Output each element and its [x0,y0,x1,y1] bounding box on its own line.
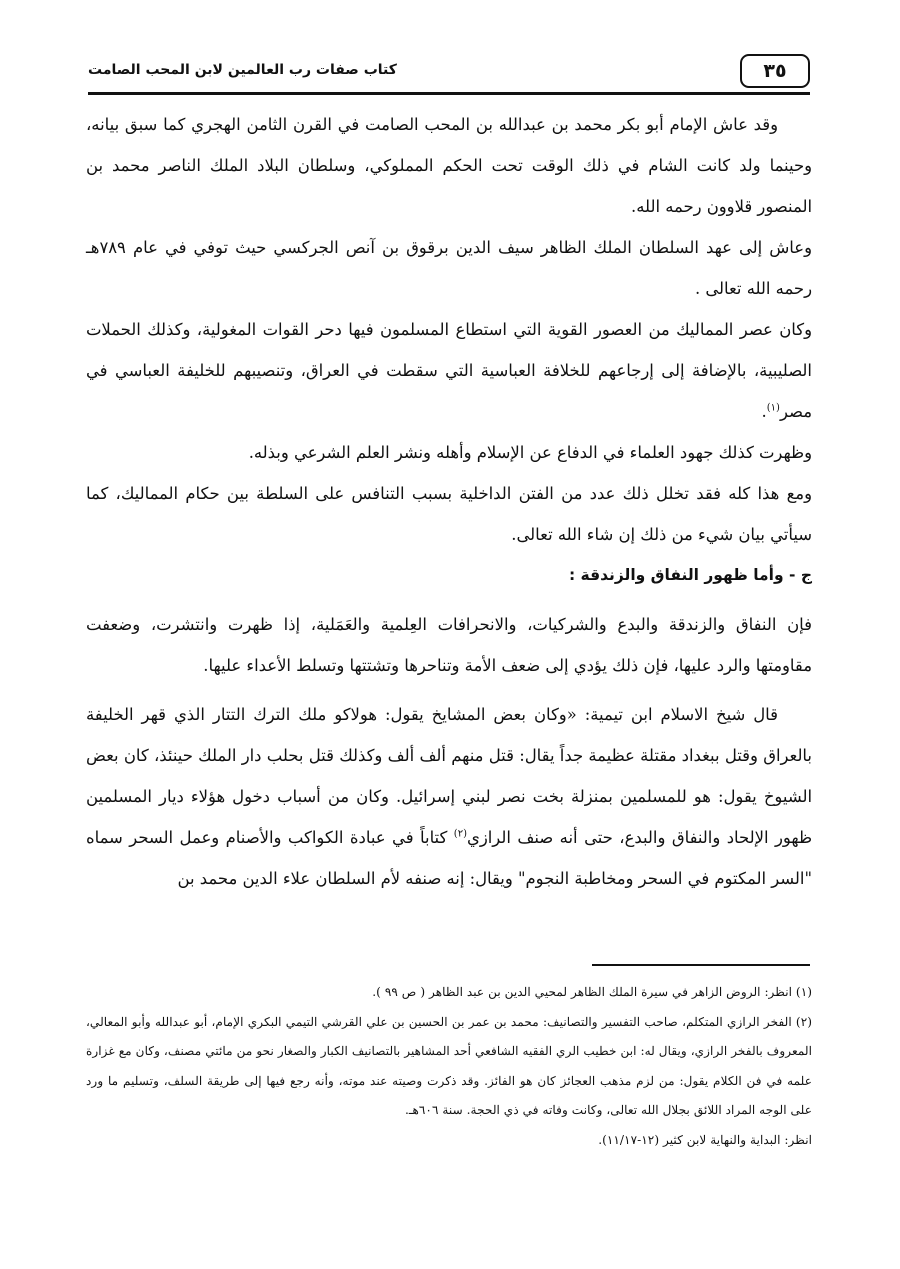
paragraph-mamluk-text: وكان عصر المماليك من العصور القوية التي استطاع المسلمون فيها دحر القوات المغولية، وكذلك الحملات الصليبية، بالإضافة إلى إرجاعهم للخلافة العباسية التي سقطت في العراق، وتنصيبهم للخليفة العباسي في مصر [86,320,812,421]
page-number: ٣٥ [740,54,810,88]
footnote-2-source: انظر: البداية والنهاية لابن كثير (١٢-١١/١٧). [598,1132,812,1147]
main-text [86,104,812,899]
section-heading: ج - وأما ظهور النفاق والزندقة : [568,566,812,584]
footnotes [86,978,812,1155]
footnote-ref-1[interactable]: (١) [766,402,780,414]
quote-text-start: قال شيخ الاسلام ابن تيمية: «وكان بعض المشايخ يقول: هولاكو ملك الترك التتار الذي قهر الخليفة بالعراق وقتل ببغداد مقتلة عظيمة جداً يقال: قتل منهم ألف ألف وكذلك قتل بحلب دار الملك حينئذ، كان بعض الشيوخ يقول: هو للمسلمين بمنزلة بخت نصر لبني إسرائيل. وكان من أسباب دخول هؤلاء ديار المسلمين ظهور الإلحاد والنفاق والبدع، حتى أنه صنف الرازي [86,705,812,847]
paragraph-scholars: وظهرت كذلك جهود العلماء في الدفاع عن الإسلام وأهله ونشر العلم الشرعي وبذله. [248,443,812,462]
paragraph-hypocrisy: فإن النفاق والزندقة والبدع والشركيات، والانحرافات العِلمية والعَمَلية، إذا ظهرت وانتشرت، وضعفت مقاومتها والرد عليها، فإن ذلك يؤدي إلى ضعف الأمة وتناحرها وتشتتها وتسلط الأعداء عليها. [86,615,812,675]
paragraph-strife: ومع هذا كله فقد تخلل ذلك عدد من الفتن الداخلية بسبب التنافس على السلطة بين حكام المماليك، كما سيأتي بيان شيء من ذلك إن شاء الله تعالى. [86,484,812,544]
footnote-2: (٢) الفخر الرازي المتكلم، صاحب التفسير والتصانيف: محمد بن عمر بن الحسين بن علي القرشي التيمي البكري الإمام، أبو عبدالله وأبو المعالي، المعروف بالفخر الرازي، ويقال له: ابن خطيب الري الفقيه الشافعي أحد المشاهير بالتصانيف الكبار والصغار نحو من مائتي مصنف، وكان مع غزارة علمه في فن الكلام يقول: من لزم مذهب العجائز كان هو الفائز. وقد ذكرت وصيته عند موته، وأنه رجع فيها إلى طريقة السلف، وتسليم ما ورد على الوجه المراد اللائق بجلال الله تعالى، وكانت وفاته في ذي الحجة. سنة ٦٠٦هـ. [86,1014,812,1117]
page-header [88,52,810,92]
book-title: كتاب صفات رب العالمين لابن المحب الصامت [88,62,397,78]
paragraph-birth-era: وقد عاش الإمام أبو بكر محمد بن عبدالله بن المحب الصامت في القرن الثامن الهجري كما سبق بيانه، وحينما ولد كانت الشام في ذلك الوقت تحت الحكم المملوكي، وسلطان البلاد الملك الناصر محمد بن المنصور قلاوون رحمه الله. [86,115,812,216]
paragraph-ibn-taymiyya-quote [86,694,812,899]
paragraph-death: وعاش إلى عهد السلطان الملك الظاهر سيف الدين برقوق بن آنص الجركسي حيث توفي في عام ٧٨٩هـ رحمه الله تعالى . [86,238,812,298]
paragraph-mamluk-era [86,309,812,432]
footnote-1: (١) انظر: الروض الزاهر في سيرة الملك الظاهر لمحيي الدين بن عبد الظاهر ( ص ٩٩ ). [372,985,812,999]
paragraph-mamluk-end: . [761,402,767,421]
footnote-ref-2[interactable]: (٢) [453,828,467,840]
footnote-separator [592,964,810,966]
header-rule [88,92,810,95]
quote-text-end: كتاباً في عبادة الكواكب والأصنام وعمل السحر سماه "السر المكتوم في السحر ومخاطبة النجوم" ويقال: إنه صنفه لأم السلطان علاء الدين محمد بن [86,828,812,888]
